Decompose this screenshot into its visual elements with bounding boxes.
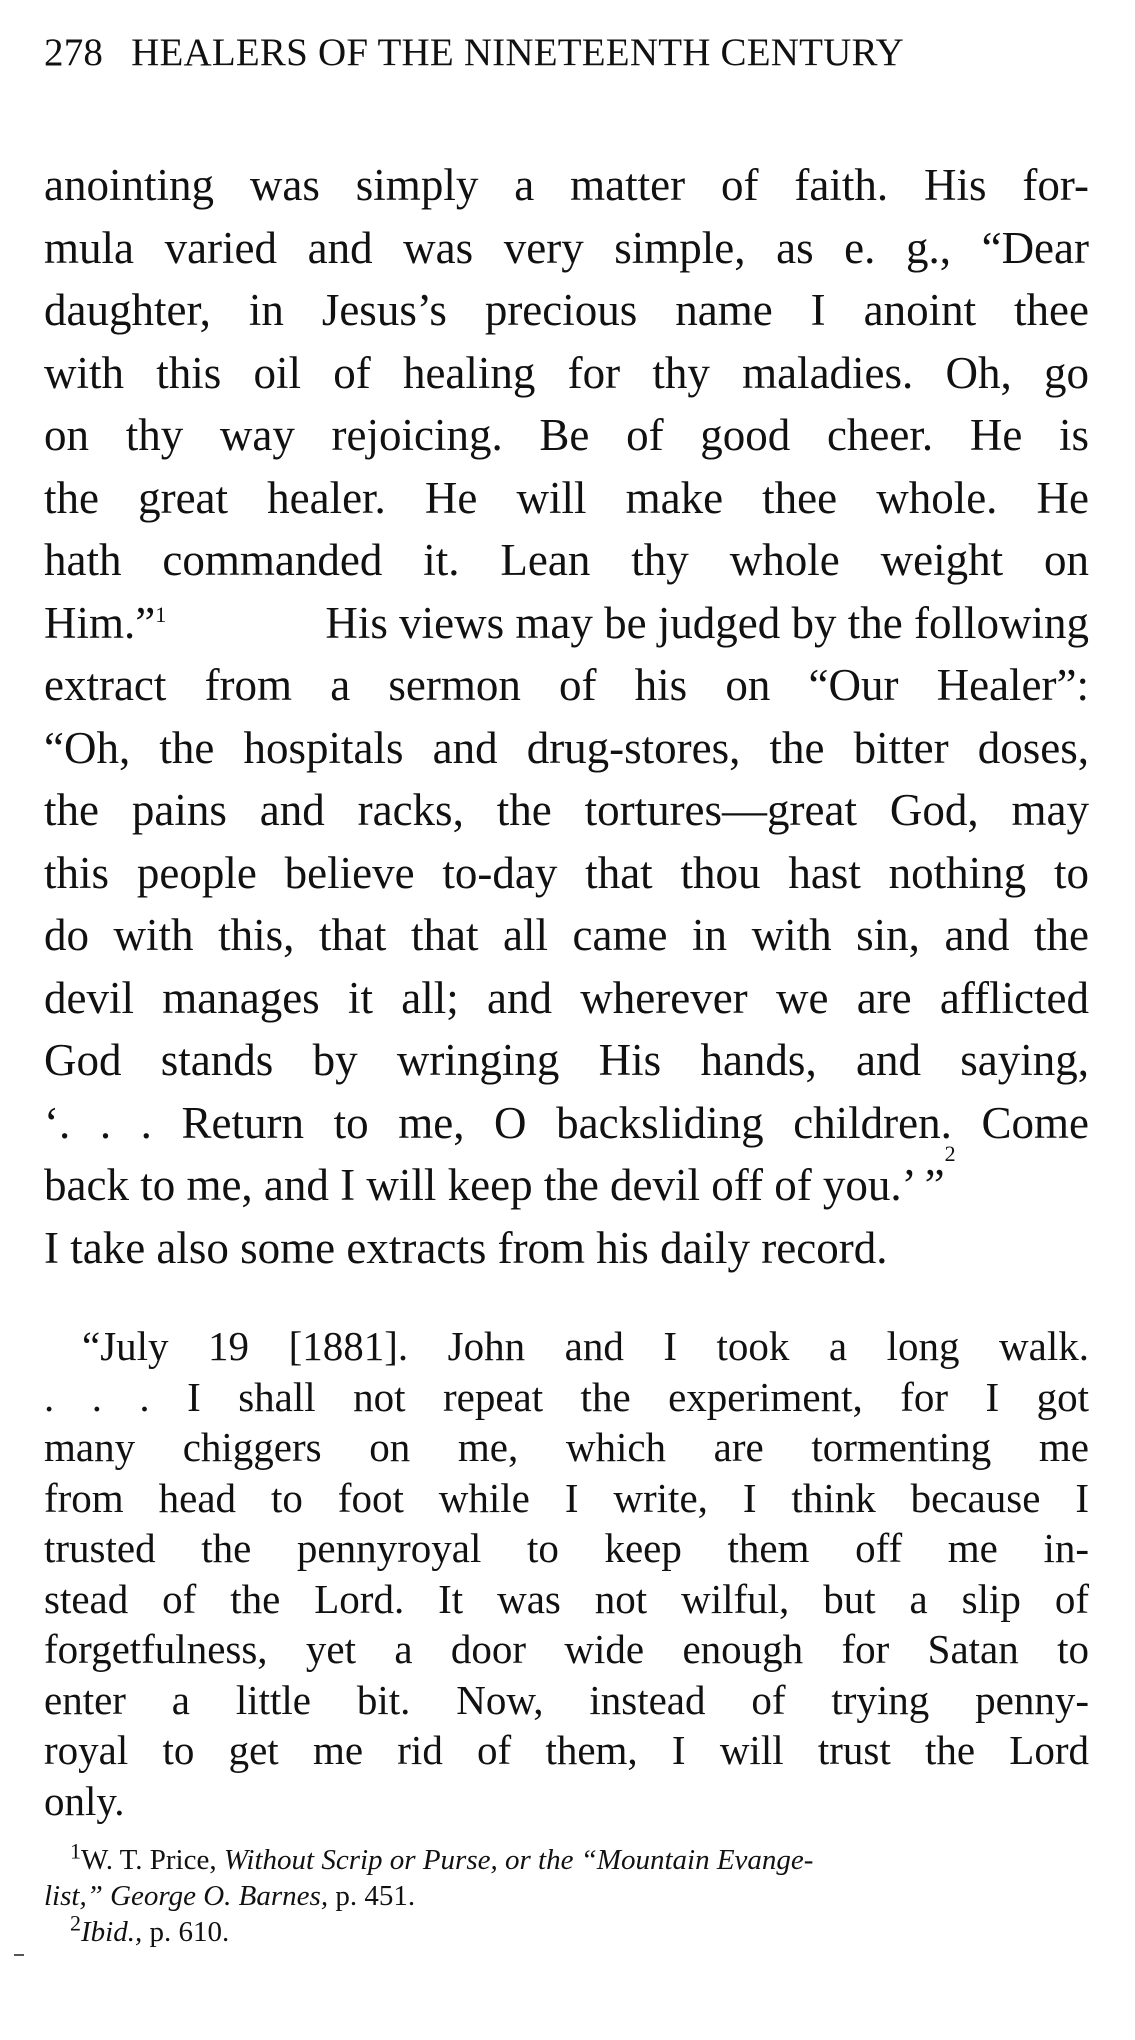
extract-line: trusted the pennyroyal to keep them off me in- xyxy=(44,1525,1089,1571)
body-line: on thy way rejoicing. Be of good cheer. He is xyxy=(44,410,1089,460)
page-number: 278 xyxy=(44,31,104,74)
footnote-ref: 2 xyxy=(944,1141,956,1166)
body-line-fragment: back to me, and I will keep the devil off of you.’ ” xyxy=(44,1160,945,1210)
running-title: HEALERS OF THE NINETEENTH CENTURY xyxy=(131,31,904,74)
body-line-fragment: Him.” xyxy=(44,597,156,648)
page-edge-mark xyxy=(14,1954,24,1956)
footnote-page: p. 610. xyxy=(149,1916,230,1948)
extract-line: royal to get me rid of them, I will trust the Lord xyxy=(44,1727,1089,1773)
body-line: “Oh, the hospitals and drug-stores, the bitter doses, xyxy=(44,722,1089,773)
footnote-1 xyxy=(44,1838,1089,1878)
footnote-ibid: Ibid., xyxy=(81,1916,143,1948)
footnote-1-continued xyxy=(44,1878,1089,1914)
footnote-title-cont: list,” George O. Barnes, xyxy=(44,1880,329,1912)
footnote-2 xyxy=(44,1910,1089,1950)
footnote-author: W. T. Price, xyxy=(81,1844,217,1876)
body-line: devil manages it all; and wherever we are afflicted xyxy=(44,972,1089,1023)
extract-line: many chiggers on me, which are tormenting me xyxy=(44,1424,1089,1470)
diary-extract xyxy=(44,1321,1089,1826)
extract-line: enter a little bit. Now, instead of trying penny- xyxy=(44,1676,1089,1723)
extract-line: . . . I shall not repeat the experiment, for I got xyxy=(44,1373,1089,1420)
body-line: extract from a sermon of his on “Our Healer”: xyxy=(44,660,1089,710)
running-header xyxy=(44,28,1089,88)
body-line: mula varied and was very simple, as e. g., “Dear xyxy=(44,222,1089,273)
extract-line: forgetfulness, yet a door wide enough for Satan to xyxy=(44,1626,1089,1672)
body-line: the great healer. He will make thee whole. He xyxy=(44,472,1089,523)
extract-line: from head to foot while I write, I think because I xyxy=(44,1474,1089,1521)
body-line: with this oil of healing for thy maladies. Oh, go xyxy=(44,347,1089,398)
extract-line: only. xyxy=(44,1777,125,1824)
footnote-mark: 2 xyxy=(70,1910,81,1936)
body-line: do with this, that that all came in with sin, and the xyxy=(44,910,1089,960)
extract-line: “July 19 [1881]. John and I took a long walk. xyxy=(82,1323,1089,1369)
body-paragraph xyxy=(44,154,1089,1279)
body-line-fragment: His views may be judged by the following xyxy=(325,597,1089,648)
body-line-with-footnote xyxy=(44,592,1089,655)
body-line: this people believe to-day that thou hast nothing to xyxy=(44,847,1089,898)
body-line-with-footnote xyxy=(44,1141,1089,1217)
body-line: daughter, in Jesus’s precious name I anoint thee xyxy=(44,285,1089,335)
footnote-mark: 1 xyxy=(70,1838,81,1864)
body-line: I take also some extracts from his daily record. xyxy=(44,1222,888,1273)
book-page xyxy=(44,28,1089,1950)
footnote-ref: 1 xyxy=(155,601,167,627)
body-line: God stands by wringing His hands, and saying, xyxy=(44,1035,1089,1085)
footnote-page: p. 451. xyxy=(335,1880,416,1912)
body-line: ‘. . . Return to me, O backsliding children. Come xyxy=(44,1097,1089,1148)
extract-line: stead of the Lord. It was not wilful, but a slip of xyxy=(44,1575,1089,1622)
body-line: the pains and racks, the tortures—great God, may xyxy=(44,785,1089,835)
footnote-title: Without Scrip or Purse, or the “Mountain Evange- xyxy=(223,1844,814,1876)
body-line: hath commanded it. Lean thy whole weight on xyxy=(44,535,1089,585)
body-line: anointing was simply a matter of faith. His for- xyxy=(44,160,1089,210)
footnotes xyxy=(44,1838,1089,1950)
